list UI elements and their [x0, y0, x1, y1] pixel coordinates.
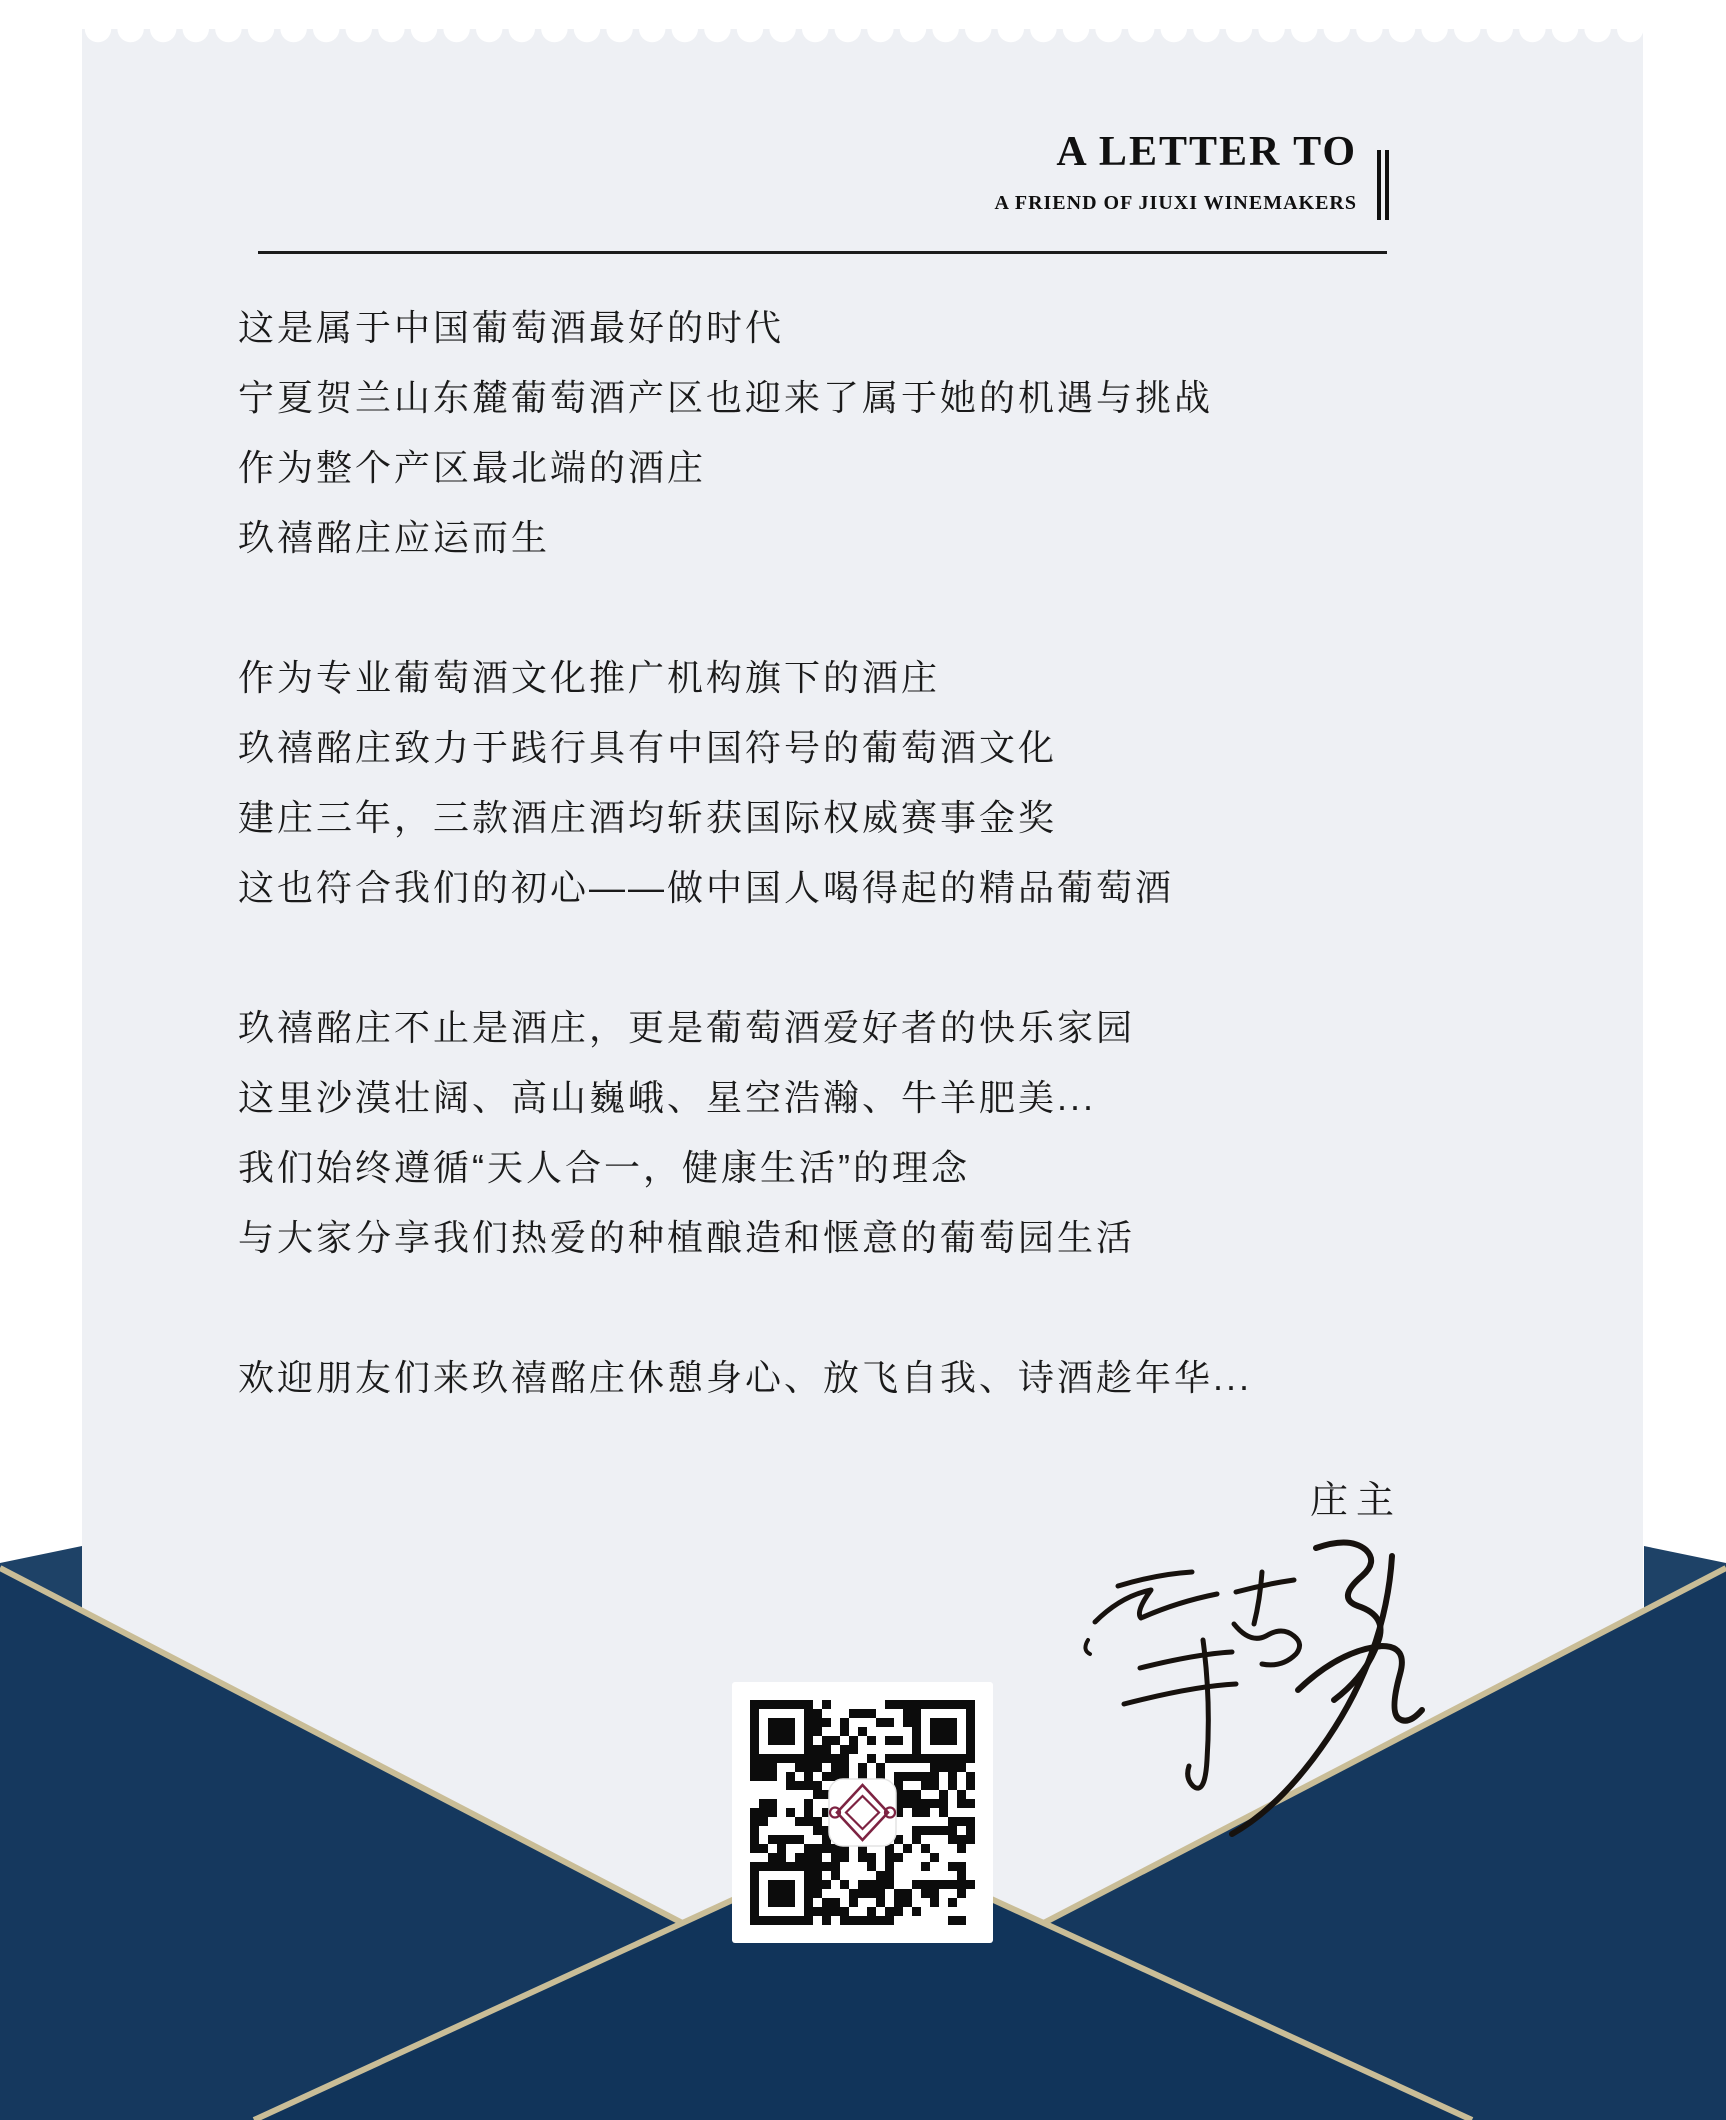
text-line: 玖禧酩庄致力于践行具有中国符号的葡萄酒文化 [238, 727, 1058, 768]
text-line: 与大家分享我们热爱的种植酿造和惬意的葡萄园生活 [238, 1217, 1136, 1258]
text-line: 玖禧酩庄应运而生 [238, 517, 551, 558]
text-line: 作为整个产区最北端的酒庄 [238, 447, 707, 488]
qr-card [732, 1682, 993, 1943]
text-line: 宁夏贺兰山东麓葡萄酒产区也迎来了属于她的机遇与挑战 [238, 377, 1214, 418]
text-line: 建庄三年，三款酒庄酒均斩获国际权威赛事金奖 [238, 797, 1058, 838]
text-line: 我们始终遵循“天人合一，健康生活”的理念 [238, 1147, 970, 1188]
text-line: 这也符合我们的初心——做中国人喝得起的精品葡萄酒 [238, 867, 1175, 908]
wechat-qr-code-icon [732, 1682, 993, 1943]
text-line: 玖禧酩庄不止是酒庄，更是葡萄酒爱好者的快乐家园 [238, 1007, 1136, 1048]
text-line: 欢迎朋友们来玖禧酩庄休憩身心、放飞自我、诗酒趁年华... [238, 1357, 1253, 1398]
text-line: 作为专业葡萄酒文化推广机构旗下的酒庄 [238, 657, 941, 698]
text-line: 这是属于中国葡萄酒最好的时代 [238, 307, 785, 348]
closing-label: 庄主 [1310, 1480, 1403, 1522]
letter-subtitle: A FRIEND OF JIUXI WINEMAKERS [994, 192, 1357, 214]
text-line: 这里沙漠壮阔、高山巍峨、星空浩瀚、牛羊肥美... [238, 1077, 1097, 1118]
letter-title: A LETTER TO [1056, 129, 1357, 175]
